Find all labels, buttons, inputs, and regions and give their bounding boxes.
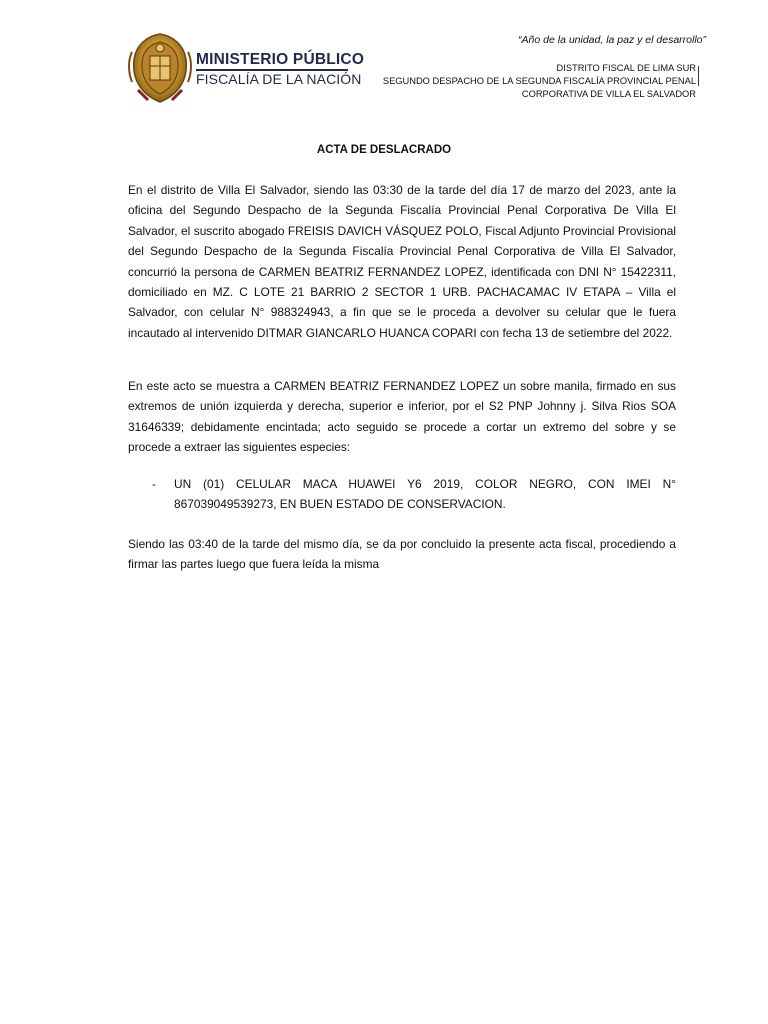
bullet-marker: - [152, 477, 156, 491]
year-motto: “Año de la unidad, la paz y el desarrollo” [518, 34, 706, 46]
office-line-3: CORPORATIVA DE VILLA EL SALVADOR [521, 89, 696, 99]
header-vertical-rule [698, 66, 699, 86]
paragraph-3: Siendo las 03:40 de la tarde del mismo día, se da por concluido la presente acta fiscal, procediendo a firmar las partes luego que fuera leída la misma [128, 537, 676, 572]
paragraph-2: En este acto se muestra a CARMEN BEATRIZ FERNANDEZ LOPEZ un sobre manila, firmado en sus extremos de unión izquierda y derecha, superior e inferior, por el S2 PNP Johnny j. Silva Rios SOA 31646339; debidamente encintada; acto seguido se procede a cortar un extremo del sobre y se procede a extraer las siguientes especies: [128, 379, 676, 455]
logo-line-1: MINISTERIO PÚBLICO [196, 51, 365, 68]
document-title: ACTA DE DESLACRADO [316, 144, 452, 156]
logo-line-2: FISCALÍA DE LA NACIÓN [196, 71, 362, 87]
office-line-2: SEGUNDO DESPACHO DE LA SEGUNDA FISCALÍA PROVINCIAL PENAL [382, 76, 696, 86]
logo-wordmark [196, 52, 364, 87]
office-line-1: DISTRITO FISCAL DE LIMA SUR [556, 63, 696, 73]
paragraph-1: En el distrito de Villa El Salvador, siendo las 03:30 de la tarde del día 17 de marzo del 2023, ante la oficina del Segundo Despacho de la Segunda Fiscalía Provincial Penal Corporativa De Villa El Salvador, el suscrito abogado FREISIS DAVICH VÁSQUEZ POLO, Fiscal Adjunto Provincial Provisional del Segundo Despacho de la Segunda Fiscalía Provincial Penal Corporativa de Villa El Salvador, concurrió la persona de CARMEN BEATRIZ FERNANDEZ LOPEZ, identificada con DNI N° 15422311, domiciliado en MZ. C LOTE 21 BARRIO 2 SECTOR 1 URB. PACHACAMAC IV ETAPA – Villa el Salvador, con celular N° 988324943, a fin que se le proceda a devolver su celular que le fuera incautado al intervenido DITMAR GIANCARLO HUANCA COPARI con fecha 13 de setiembre del 2022. [128, 183, 676, 340]
list-item: UN (01) CELULAR MACA HUAWEI Y6 2019, COLOR NEGRO, CON IMEI N° 867039049539273, EN BUEN ESTADO DE CONSERVACION. [174, 477, 676, 512]
ministerio-publico-logo [126, 30, 365, 106]
office-header [383, 62, 696, 101]
coat-of-arms-seal-icon [126, 30, 194, 106]
